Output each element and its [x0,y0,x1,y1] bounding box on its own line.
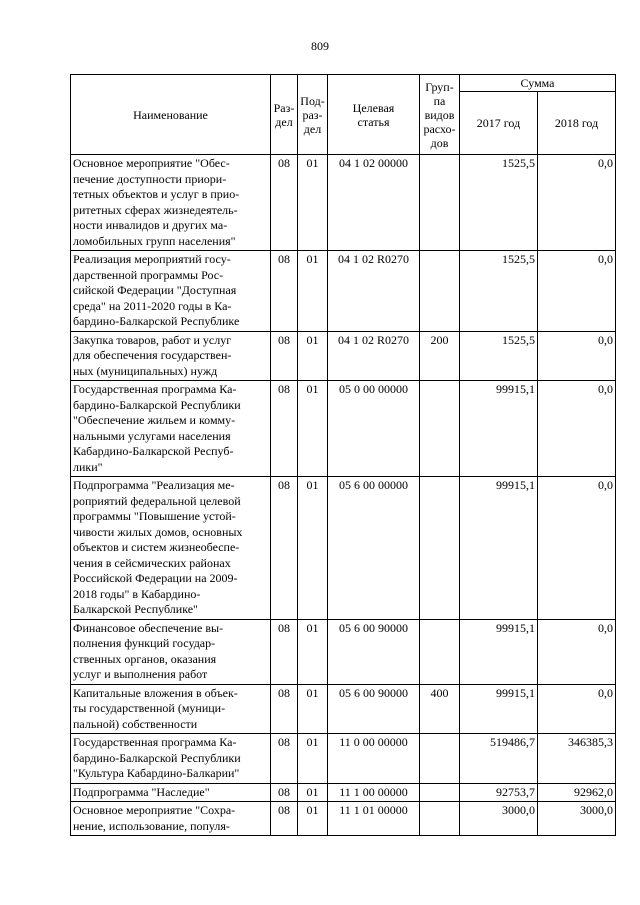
cell-podrazdel: 01 [298,155,328,251]
cell-celevaya: 05 6 00 90000 [328,684,420,734]
cell-razdel: 08 [271,477,298,620]
cell-podrazdel: 01 [298,783,328,802]
cell-razdel: 08 [271,331,298,381]
cell-2017: 519486,7 [460,734,538,784]
cell-name: Реализация мероприятий госу- дарственной программы Рос- сийской Федерации "Доступная среда" на 2011-2020 годы в Ка- бардино-Балкарской Республике [71,251,271,332]
cell-celevaya: 05 0 00 00000 [328,381,420,477]
header-2017: 2017 год [460,92,538,155]
cell-2017: 1525,5 [460,331,538,381]
cell-gruppa [420,251,460,332]
cell-gruppa: 200 [420,331,460,381]
cell-celevaya: 05 6 00 00000 [328,477,420,620]
table-row [71,783,616,802]
cell-2018: 0,0 [538,684,616,734]
cell-gruppa [420,155,460,251]
cell-podrazdel: 01 [298,477,328,620]
cell-name: Государственная программа Ка- бардино-Балкарской Республики "Культура Кабардино-Балкарии" [71,734,271,784]
cell-celevaya: 11 0 00 00000 [328,734,420,784]
cell-name: Основное мероприятие "Сохра- нение, использование, популя- [71,802,271,836]
header-name: Наименование [71,75,271,155]
page-number: 809 [311,39,329,53]
cell-2018: 0,0 [538,619,616,684]
cell-2017: 1525,5 [460,155,538,251]
cell-podrazdel: 01 [298,619,328,684]
cell-name: Государственная программа Ка- бардино-Балкарской Республики "Обеспечение жильем и комму- нальными услугами населения Кабардино-Балкарской Респуб- лики" [71,381,271,477]
cell-gruppa: 400 [420,684,460,734]
cell-gruppa [420,783,460,802]
cell-name: Закупка товаров, работ и услуг для обеспечения государствен- ных (муниципальных) нужд [71,331,271,381]
cell-2017: 99915,1 [460,619,538,684]
cell-2017: 99915,1 [460,684,538,734]
table-body [71,155,616,836]
table-row [71,381,616,477]
cell-2018: 92962,0 [538,783,616,802]
cell-razdel: 08 [271,619,298,684]
budget-table [70,74,616,836]
cell-gruppa [420,477,460,620]
table-row [71,684,616,734]
cell-name: Подпрограмма "Реализация ме- роприятий федеральной целевой программы "Повышение устой- чивости жилых домов, основных объектов и систем жизнеобеспе- чения в сейсмических районах Российской Федерации на 2009- 2018 годы" в Кабардино- Балкарской Республике" [71,477,271,620]
cell-celevaya: 04 1 02 R0270 [328,251,420,332]
cell-razdel: 08 [271,155,298,251]
cell-name: Подпрограмма "Наследие" [71,783,271,802]
cell-celevaya: 11 1 00 00000 [328,783,420,802]
cell-2018: 0,0 [538,381,616,477]
cell-celevaya: 04 1 02 00000 [328,155,420,251]
header-podrazdel: Под- раз- дел [298,75,328,155]
table-row [71,331,616,381]
cell-name: Капитальные вложения в объек- ты государственной (муници- пальной) собственности [71,684,271,734]
header-razdel: Раз- дел [271,75,298,155]
header-2018: 2018 год [538,92,616,155]
cell-podrazdel: 01 [298,734,328,784]
cell-celevaya: 05 6 00 90000 [328,619,420,684]
table-row [71,155,616,251]
cell-razdel: 08 [271,251,298,332]
cell-gruppa [420,734,460,784]
cell-razdel: 08 [271,381,298,477]
header-summa: Сумма [460,75,616,92]
cell-podrazdel: 01 [298,684,328,734]
cell-celevaya: 11 1 01 00000 [328,802,420,836]
header-celevaya: Целевая статья [328,75,420,155]
cell-celevaya: 04 1 02 R0270 [328,331,420,381]
cell-razdel: 08 [271,802,298,836]
cell-2017: 92753,7 [460,783,538,802]
cell-gruppa [420,381,460,477]
table-row [71,619,616,684]
cell-name: Основное мероприятие "Обес- печение доступности приори- тетных объектов и услуг в прио- ритетных сферах жизнедеятель- ности инвалидов и других ма- ломобильных групп населения" [71,155,271,251]
cell-gruppa [420,802,460,836]
cell-2018: 0,0 [538,251,616,332]
cell-2018: 3000,0 [538,802,616,836]
cell-razdel: 08 [271,783,298,802]
cell-2018: 0,0 [538,331,616,381]
table-header [71,75,616,155]
cell-podrazdel: 01 [298,381,328,477]
cell-podrazdel: 01 [298,331,328,381]
table-row [71,251,616,332]
cell-2018: 346385,3 [538,734,616,784]
cell-name: Финансовое обеспечение вы- полнения функций государ- ственных органов, оказания услуг и выполнения работ [71,619,271,684]
table-row [71,802,616,836]
cell-razdel: 08 [271,684,298,734]
table-row [71,734,616,784]
cell-2017: 99915,1 [460,381,538,477]
cell-razdel: 08 [271,734,298,784]
cell-2017: 1525,5 [460,251,538,332]
table-row [71,477,616,620]
cell-2017: 3000,0 [460,802,538,836]
cell-2018: 0,0 [538,155,616,251]
cell-2017: 99915,1 [460,477,538,620]
cell-2018: 0,0 [538,477,616,620]
cell-podrazdel: 01 [298,251,328,332]
header-gruppa: Груп- па видов расхо- дов [420,75,460,155]
cell-podrazdel: 01 [298,802,328,836]
cell-gruppa [420,619,460,684]
